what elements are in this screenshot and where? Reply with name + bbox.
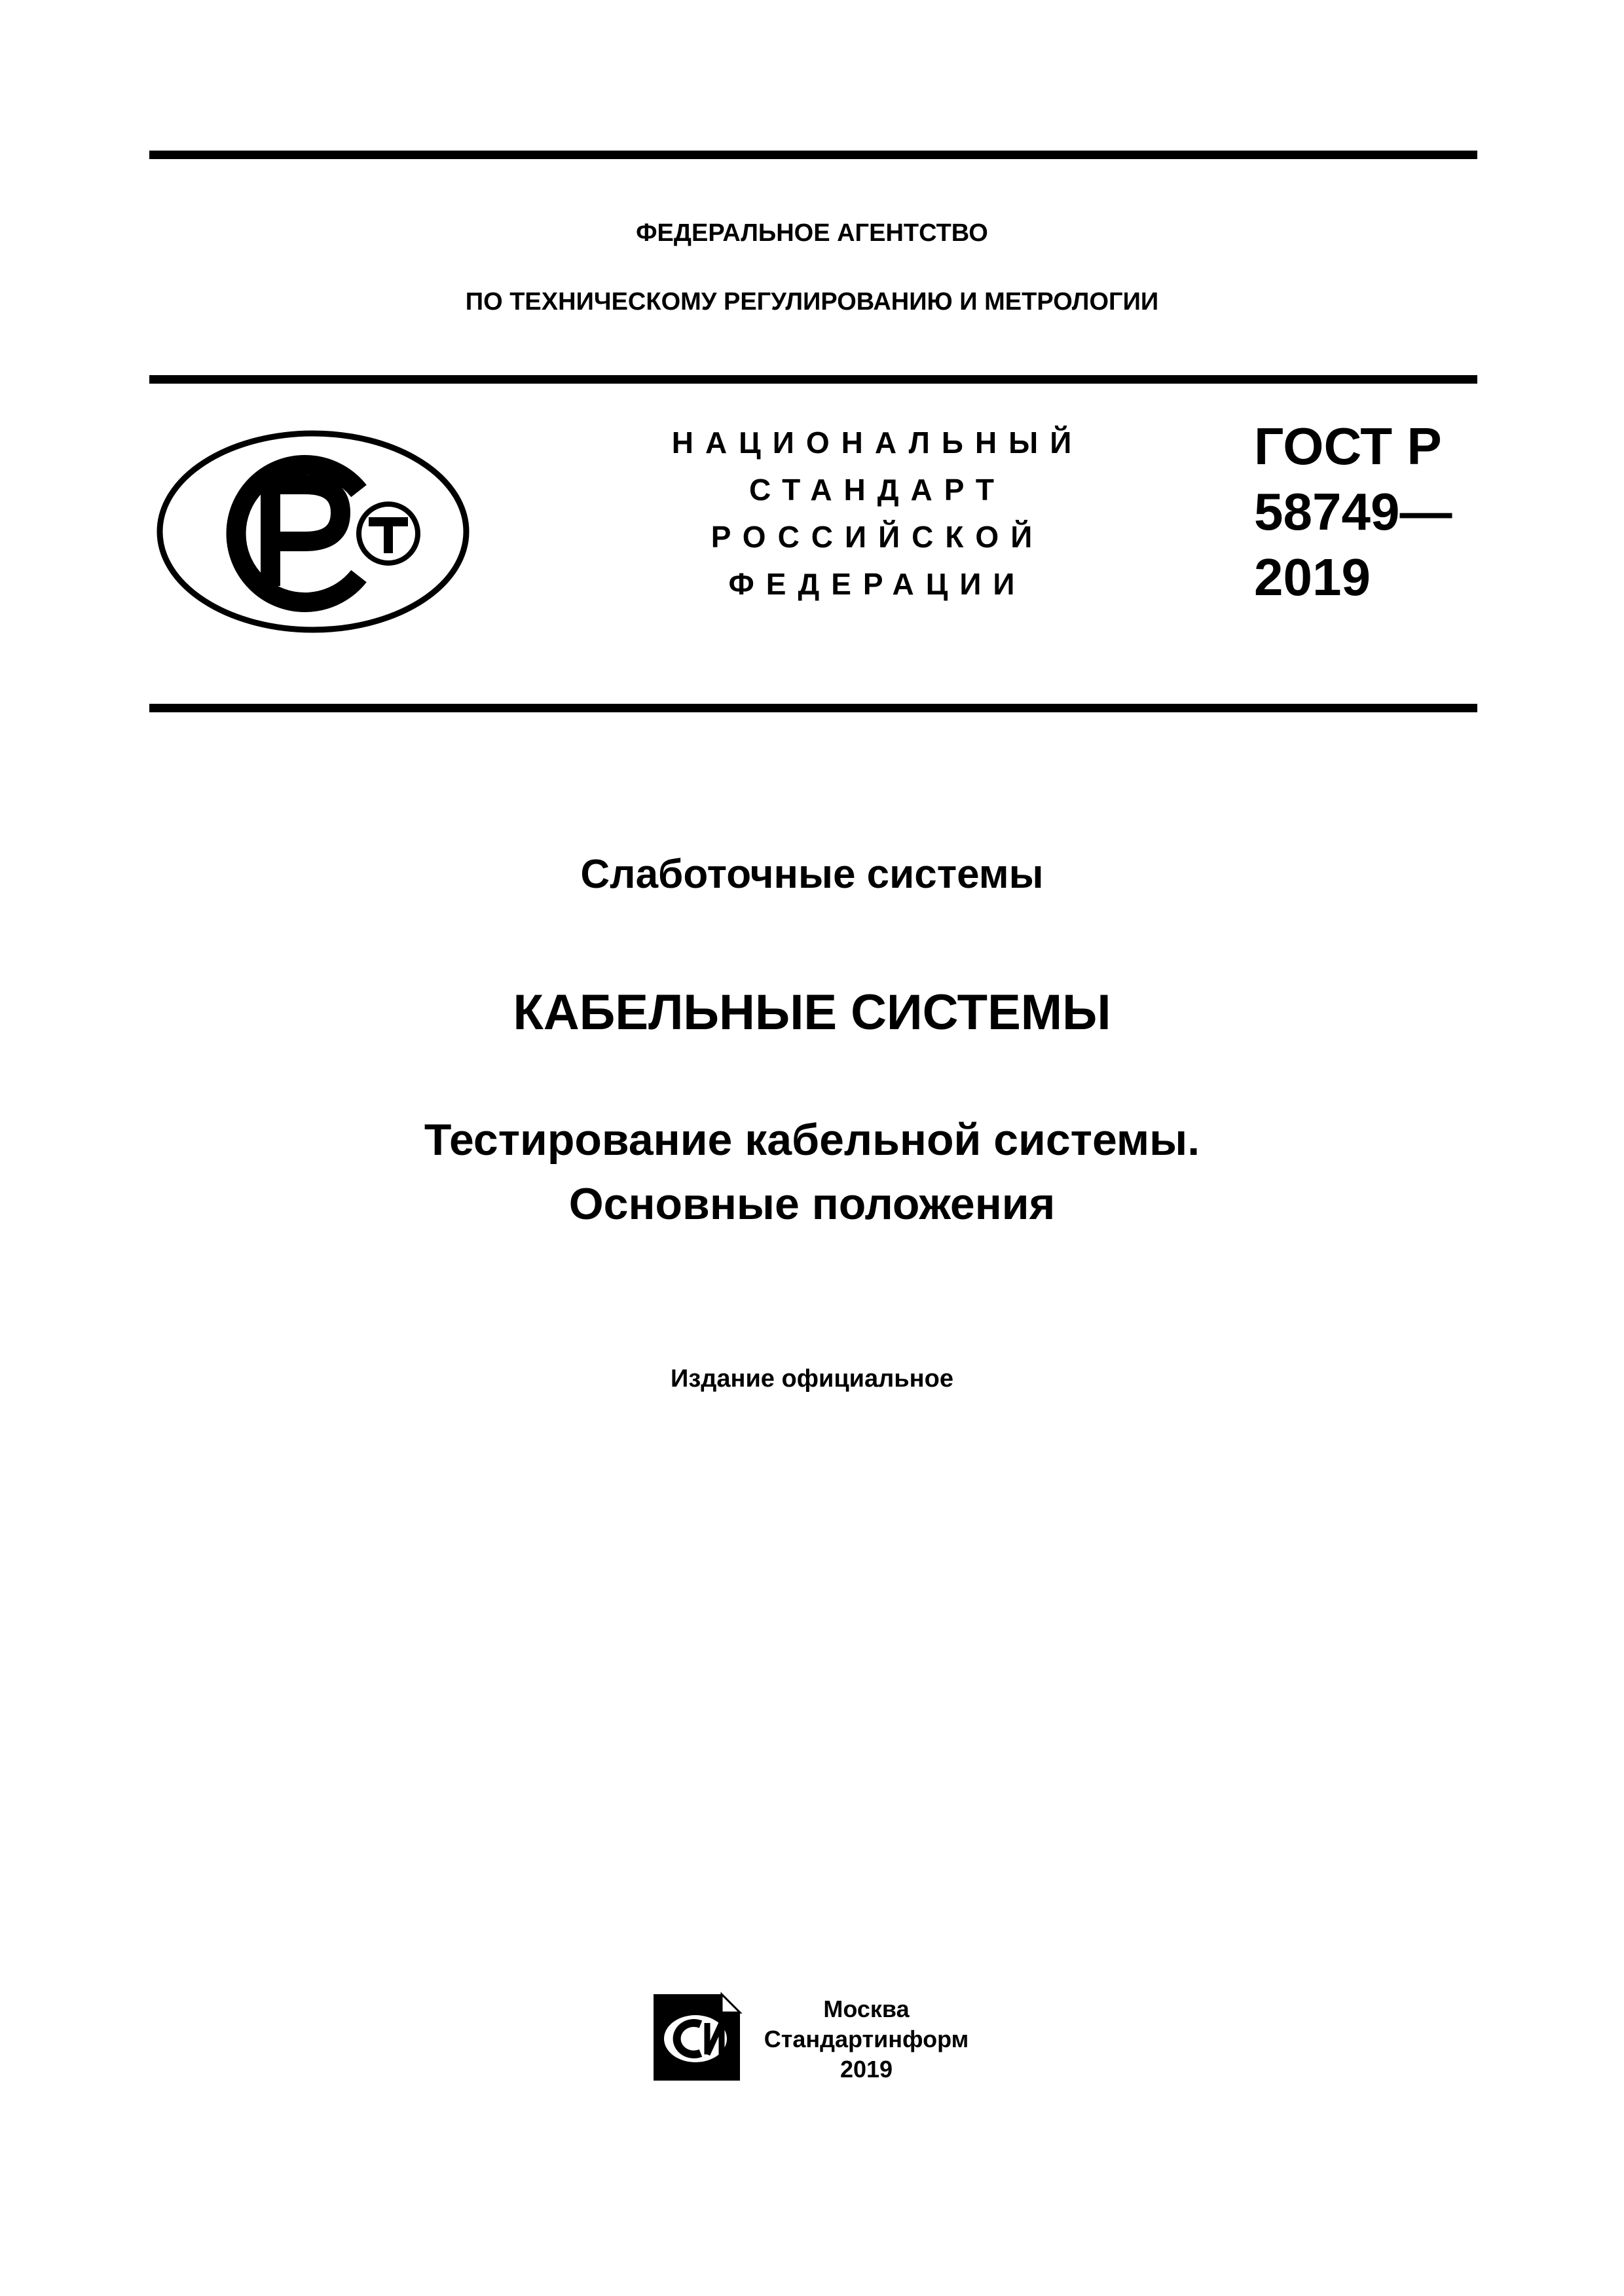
agency-line-1: ФЕДЕРАЛЬНОЕ АГЕНТСТВО	[636, 219, 988, 247]
publisher-year: 2019	[840, 2056, 893, 2083]
main-title: КАБЕЛЬНЫЕ СИСТЕМЫ	[513, 985, 1111, 1040]
gost-line-2: 58749—	[1254, 483, 1452, 541]
publisher-block	[758, 1994, 974, 2085]
subtitle-line-1: Тестирование кабельной системы.	[424, 1115, 1200, 1165]
national-line-1: НАЦИОНАЛЬНЫЙ	[671, 426, 1084, 460]
header-divider-rule	[149, 375, 1477, 384]
national-line-3: РОССИЙСКОЙ	[710, 520, 1044, 554]
national-line-4: ФЕДЕРАЦИИ	[728, 567, 1027, 601]
rst-certification-mark-icon	[156, 429, 470, 635]
subtitle-line-2: Основные положения	[568, 1179, 1056, 1229]
standard-divider-rule	[149, 704, 1477, 712]
national-standard-label	[629, 419, 1126, 608]
gost-line-3: 2019	[1254, 548, 1371, 606]
edition-label: Издание официальное	[671, 1365, 953, 1393]
standartinform-logo-icon	[650, 1990, 744, 2085]
national-line-2: СТАНДАРТ	[749, 473, 1006, 507]
subject-title: Слаботочные системы	[580, 852, 1044, 897]
publisher-city: Москва	[823, 1995, 910, 2022]
publisher-name: Стандартинформ	[764, 2026, 969, 2052]
gost-designation	[1254, 414, 1452, 610]
top-rule	[149, 151, 1477, 159]
gost-line-1: ГОСТ Р	[1254, 417, 1442, 475]
agency-line-2: ПО ТЕХНИЧЕСКОМУ РЕГУЛИРОВАНИЮ И МЕТРОЛОГИИ	[465, 288, 1159, 316]
